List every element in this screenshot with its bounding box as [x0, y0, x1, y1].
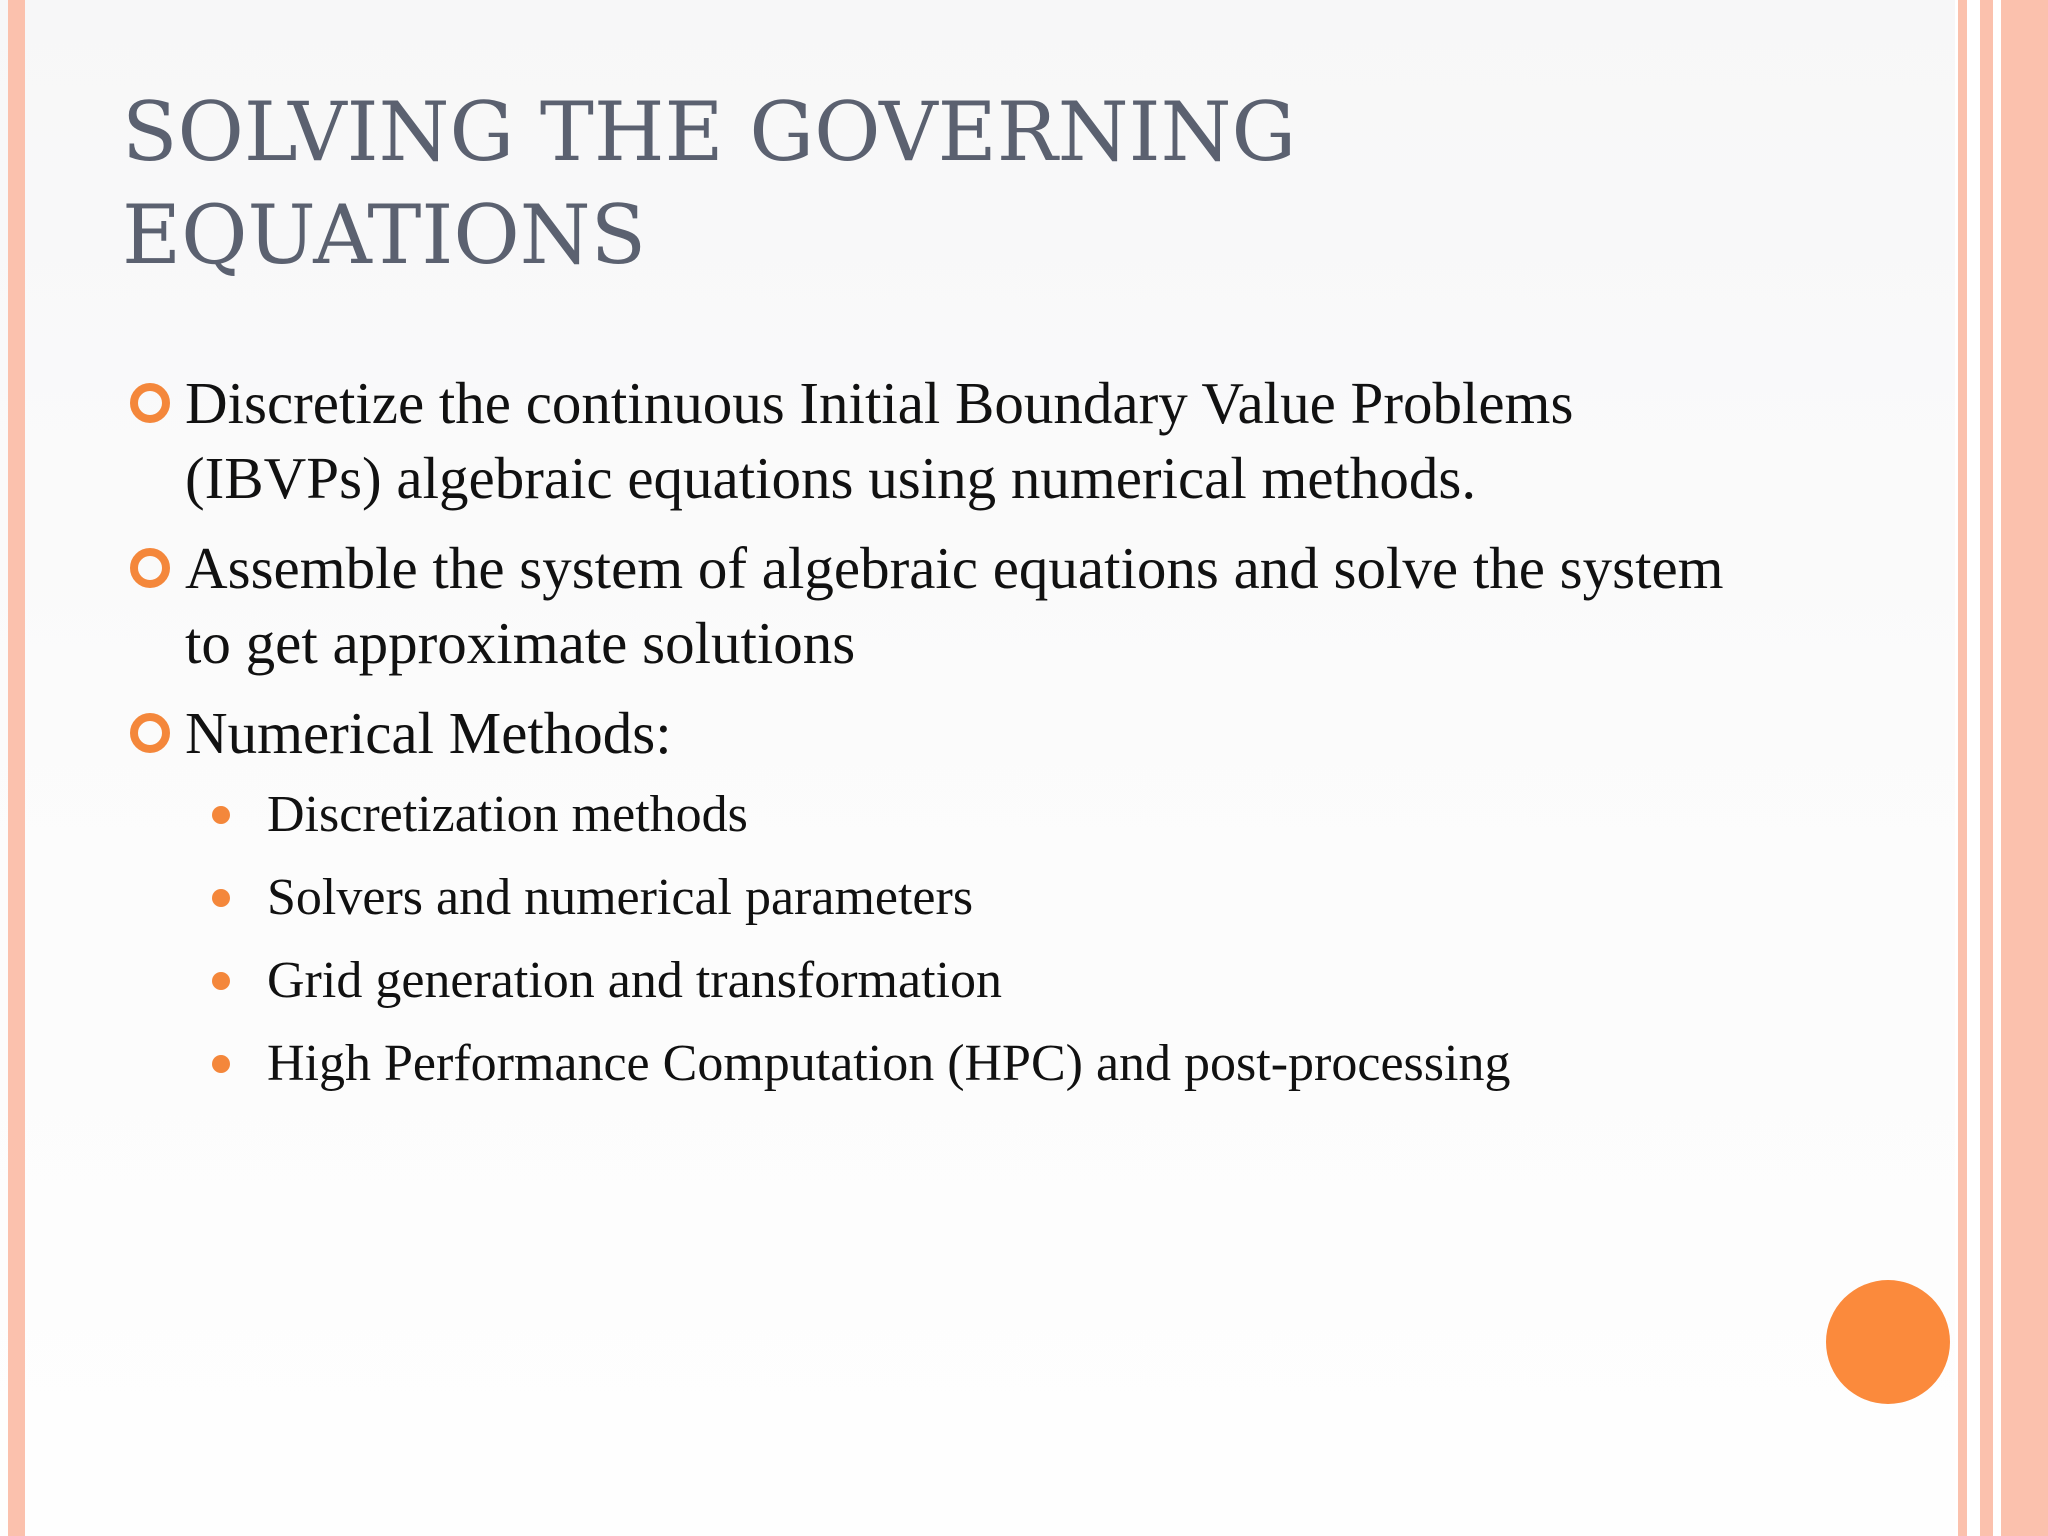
right-border-stripe-c	[2001, 0, 2048, 1536]
right-border-stripe-a	[1958, 0, 1967, 1536]
sub-bullet-item	[202, 781, 1762, 849]
ring-bullet-icon	[130, 383, 170, 423]
slide-title: SOLVING THE GOVERNING EQUATIONS	[122, 86, 1297, 283]
sub-bullet-item	[202, 947, 1762, 1015]
dot-bullet-icon	[212, 972, 230, 990]
sub-bullet-text: Solvers and numerical parameters	[267, 869, 974, 926]
right-border-stripe-b	[1980, 0, 1993, 1536]
numerical-methods-sublist	[202, 781, 1762, 1098]
dot-bullet-icon	[212, 1055, 230, 1073]
sub-bullet-text: High Performance Computation (HPC) and post-processing	[267, 1035, 1511, 1092]
dot-bullet-icon	[212, 889, 230, 907]
bullet-text: Discretize the continuous Initial Boundary Value Problems (IBVPs) algebraic equations using numerical methods.	[185, 370, 1574, 511]
bullet-text: Assemble the system of algebraic equations and solve the system to get approximate solutions	[185, 535, 1724, 676]
left-border-stripe	[8, 0, 25, 1536]
sub-bullet-text: Discretization methods	[267, 786, 748, 843]
sub-bullet-text: Grid generation and transformation	[267, 952, 1002, 1009]
sub-bullet-item	[202, 864, 1762, 932]
bullet-text: Numerical Methods:	[185, 700, 672, 766]
bullet-item	[122, 366, 1762, 516]
bullet-item-numerical-methods	[122, 696, 1762, 771]
bullet-item	[122, 531, 1762, 681]
ring-bullet-icon	[130, 548, 170, 588]
slide-content	[122, 366, 1762, 1113]
sub-bullet-item	[202, 1030, 1762, 1098]
orange-circle-icon	[1826, 1280, 1950, 1404]
ring-bullet-icon	[130, 713, 170, 753]
dot-bullet-icon	[212, 806, 230, 824]
